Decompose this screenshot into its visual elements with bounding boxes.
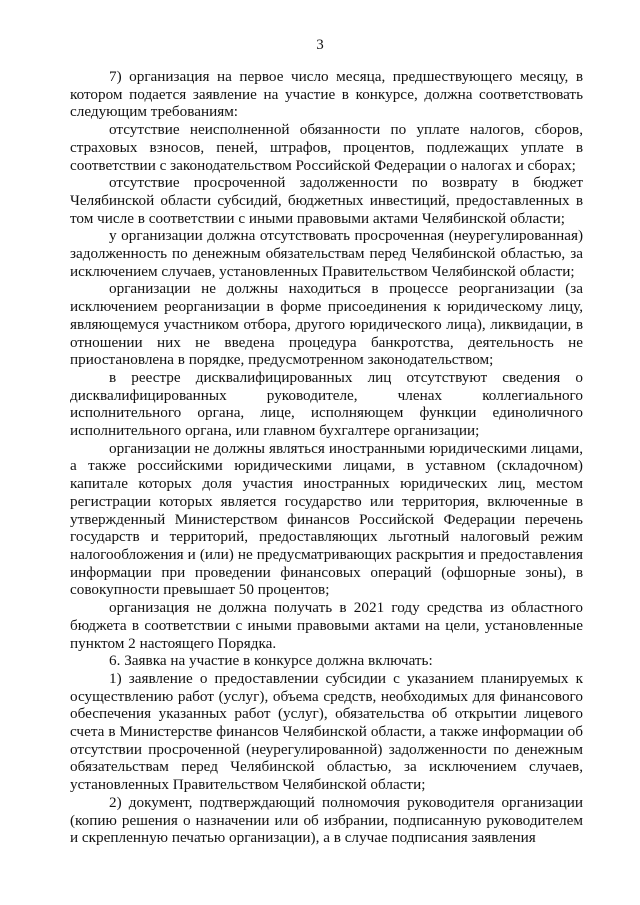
paragraph-subsidy-statement: 1) заявление о предоставлении субсидии с указанием планируемых к осуществлению работ (услуг), объема средств, необходимых для финансового обеспечения указанных работ (услуг), обязательства об открытии лицевого счета в Министерстве финансов Челябинской области, а также информации об отсутствии просроченной (неурегулированной) задолженности по денежным обязательствам перед Челябинской областью, за исключением случаев, установленных Правительством Челябинской области;: [70, 669, 583, 794]
paragraph-requirements-intro: 7) организация на первое число месяца, предшествующего месяцу, в котором подается заявление на участие в конкурсе, должна соответствовать следующим требованиям:: [70, 68, 583, 121]
paragraph-no-reorganization: организации не должны находиться в процессе реорганизации (за исключением реорганизации в форме присоединения к юридическому лицу, являющемуся участником отбора, другого юридического лица), ликвидации, в отношении них не введена процедура банкротства, деятельность не приостановлена в порядке, предусмотренном законодательством;: [70, 280, 583, 369]
paragraph-authority-document: 2) документ, подтверждающий полномочия руководителя организации (копию решения о назначении или об избрании, подписанную руководителем и скрепленную печатью организации), а в случае подписания заявления: [70, 793, 583, 847]
paragraph-disqualified-persons: в реестре дисквалифицированных лиц отсутствуют сведения о дисквалифицированных руководителе, членах коллегиального исполнительного органа, лице, исполняющем функции единоличного исполнительного органа, или главном бухгалтере организации;: [70, 368, 583, 440]
paragraph-foreign-entities: организации не должны являться иностранными юридическими лицами, а также российскими юридическими лицами, в уставном (складочном) капитале которых доля участия иностранных юридических лиц, местом регистрации которых является государство или территория, включенные в утвержденный Министерством финансов Российской Федерации перечень государств и территорий, предоставляющих льготный налоговый режим налогообложения и (или) не предусматривающих раскрытия и предоставления информации при проведении финансовых операций (офшорные зоны), в совокупности превышает 50 процентов;: [70, 439, 583, 599]
paragraph-no-overdue-obligations: у организации должна отсутствовать просроченная (неурегулированная) задолженность по денежным обязательствам перед Челябинской областью, за исключением случаев, установленных Правительством Челябинской области;: [70, 227, 583, 280]
paragraph-no-budget-debt: отсутствие просроченной задолженности по возврату в бюджет Челябинской области субсидий, бюджетных инвестиций, предоставленных в том числе в соответствии с иными правовыми актами Челябинской области;: [70, 174, 583, 227]
document-body: [70, 68, 583, 847]
paragraph-no-tax-debt: отсутствие неисполненной обязанности по уплате налогов, сборов, страховых взносов, пеней, штрафов, процентов, подлежащих уплате в соответствии с законодательством Российской Федерации о налогах и сборах;: [70, 121, 583, 174]
paragraph-application-contents: 6. Заявка на участие в конкурсе должна включать:: [109, 652, 433, 670]
paragraph-no-other-funds: организация не должна получать в 2021 году средства из областного бюджета в соответствии с иными правовыми актами на цели, установленные пунктом 2 настоящего Порядка.: [70, 599, 583, 652]
page-number: 3: [316, 37, 324, 53]
